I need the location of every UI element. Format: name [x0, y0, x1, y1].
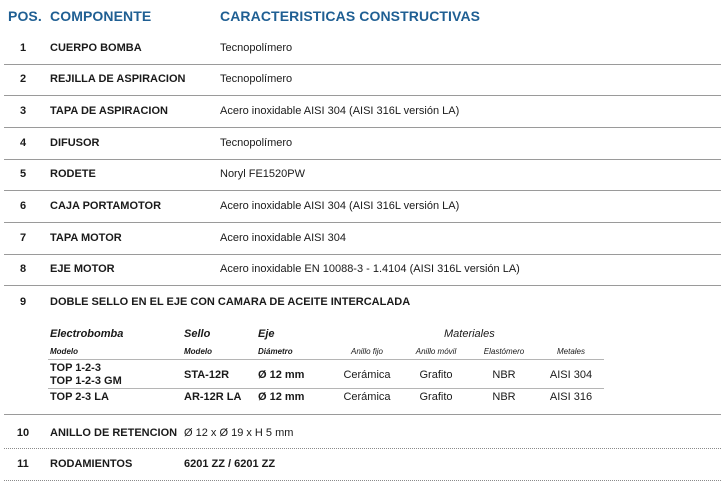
component-description: Tecnopolímero	[220, 42, 293, 54]
component-description: Acero inoxidable AISI 304 (AISI 316L versión LA)	[220, 105, 460, 117]
materiales-header: Materiales	[444, 328, 495, 340]
table-row	[4, 159, 721, 191]
elastomero-header: Elastómero	[483, 347, 525, 356]
sello-cell: AR-12R LA	[184, 391, 242, 403]
table-row	[4, 128, 721, 160]
elastomero-cell: NBR	[492, 369, 516, 381]
component-name: TAPA DE ASPIRACION	[50, 105, 168, 117]
electrobomba-header: Electrobomba	[50, 328, 124, 340]
component-name: RODETE	[50, 168, 96, 180]
component-name: ANILLO DE RETENCION	[50, 427, 178, 439]
component-name: CUERPO BOMBA	[50, 42, 142, 54]
component-name: RODAMIENTOS	[50, 458, 133, 470]
eje-cell: Ø 12 mm	[258, 391, 305, 403]
table-row	[4, 33, 721, 65]
component-description: Acero inoxidable AISI 304	[220, 232, 346, 244]
anillo-fijo-cell: Cerámica	[343, 391, 391, 403]
anillo-movil-cell: Grafito	[419, 369, 453, 381]
row-number: 7	[19, 232, 27, 244]
elastomero-cell: NBR	[492, 391, 516, 403]
anillo-movil-cell: Grafito	[419, 391, 453, 403]
component-value: Ø 12 x Ø 19 x H 5 mm	[184, 427, 294, 439]
sello-header: Sello	[184, 328, 211, 340]
eje-header: Eje	[258, 328, 275, 340]
seal-section-divider	[4, 414, 721, 415]
component-name: DIFUSOR	[50, 137, 100, 149]
anillo-movil-header: Anillo móvil	[415, 347, 457, 356]
seal-title: DOBLE SELLO EN EL EJE CON CAMARA DE ACEITE INTERCALADA	[50, 296, 411, 308]
header-caracteristicas: CARACTERISTICAS CONSTRUCTIVAS	[220, 8, 481, 24]
table-row	[4, 254, 721, 286]
seal-header-divider	[48, 359, 604, 360]
modelo-header: Modelo	[50, 347, 78, 356]
header-componente: COMPONENTE	[50, 8, 152, 24]
component-name: CAJA PORTAMOTOR	[50, 200, 162, 212]
modelo-cell: TOP 2-3 LA	[50, 391, 109, 403]
table-row	[4, 191, 721, 223]
row-number: 1	[19, 42, 27, 54]
diametro-header: Diámetro	[258, 347, 293, 356]
component-description: Acero inoxidable EN 10088-3 - 1.4104 (AISI 316L versión LA)	[220, 263, 520, 275]
table-row	[4, 223, 721, 255]
eje-cell: Ø 12 mm	[258, 369, 305, 381]
metales-cell: AISI 304	[549, 369, 593, 381]
component-description: Acero inoxidable AISI 304 (AISI 316L versión LA)	[220, 200, 460, 212]
sello-modelo-header: Modelo	[184, 347, 212, 356]
component-description: Tecnopolímero	[220, 73, 293, 85]
header-pos: POS.	[8, 8, 42, 24]
table-row	[4, 96, 721, 128]
table-row	[4, 64, 721, 96]
row-number: 2	[19, 73, 27, 85]
metales-header: Metales	[556, 347, 585, 356]
row-number: 11	[17, 458, 29, 470]
sello-cell: STA-12R	[184, 369, 230, 381]
row-number: 8	[19, 263, 27, 275]
table-row	[4, 418, 721, 449]
anillo-fijo-header: Anillo fijo	[350, 347, 383, 356]
row-number: 9	[19, 296, 27, 308]
component-value: 6201 ZZ / 6201 ZZ	[184, 458, 276, 470]
anillo-fijo-cell: Cerámica	[343, 369, 391, 381]
component-name: TAPA MOTOR	[50, 232, 122, 244]
component-description: Tecnopolímero	[220, 137, 293, 149]
component-description: Noryl FE1520PW	[220, 168, 305, 180]
row-number: 5	[19, 168, 27, 180]
row-number: 3	[19, 105, 27, 117]
row-number: 4	[19, 137, 27, 149]
seal-row-divider	[48, 388, 604, 389]
modelo-cell: TOP 1-2-3 GM	[50, 375, 122, 387]
row-number: 6	[19, 200, 27, 212]
component-name: REJILLA DE ASPIRACION	[50, 73, 186, 85]
row-number: 10	[16, 427, 30, 439]
table-row	[4, 449, 721, 481]
component-name: EJE MOTOR	[50, 263, 115, 275]
modelo-cell: TOP 1-2-3	[50, 362, 101, 374]
metales-cell: AISI 316	[549, 391, 593, 403]
